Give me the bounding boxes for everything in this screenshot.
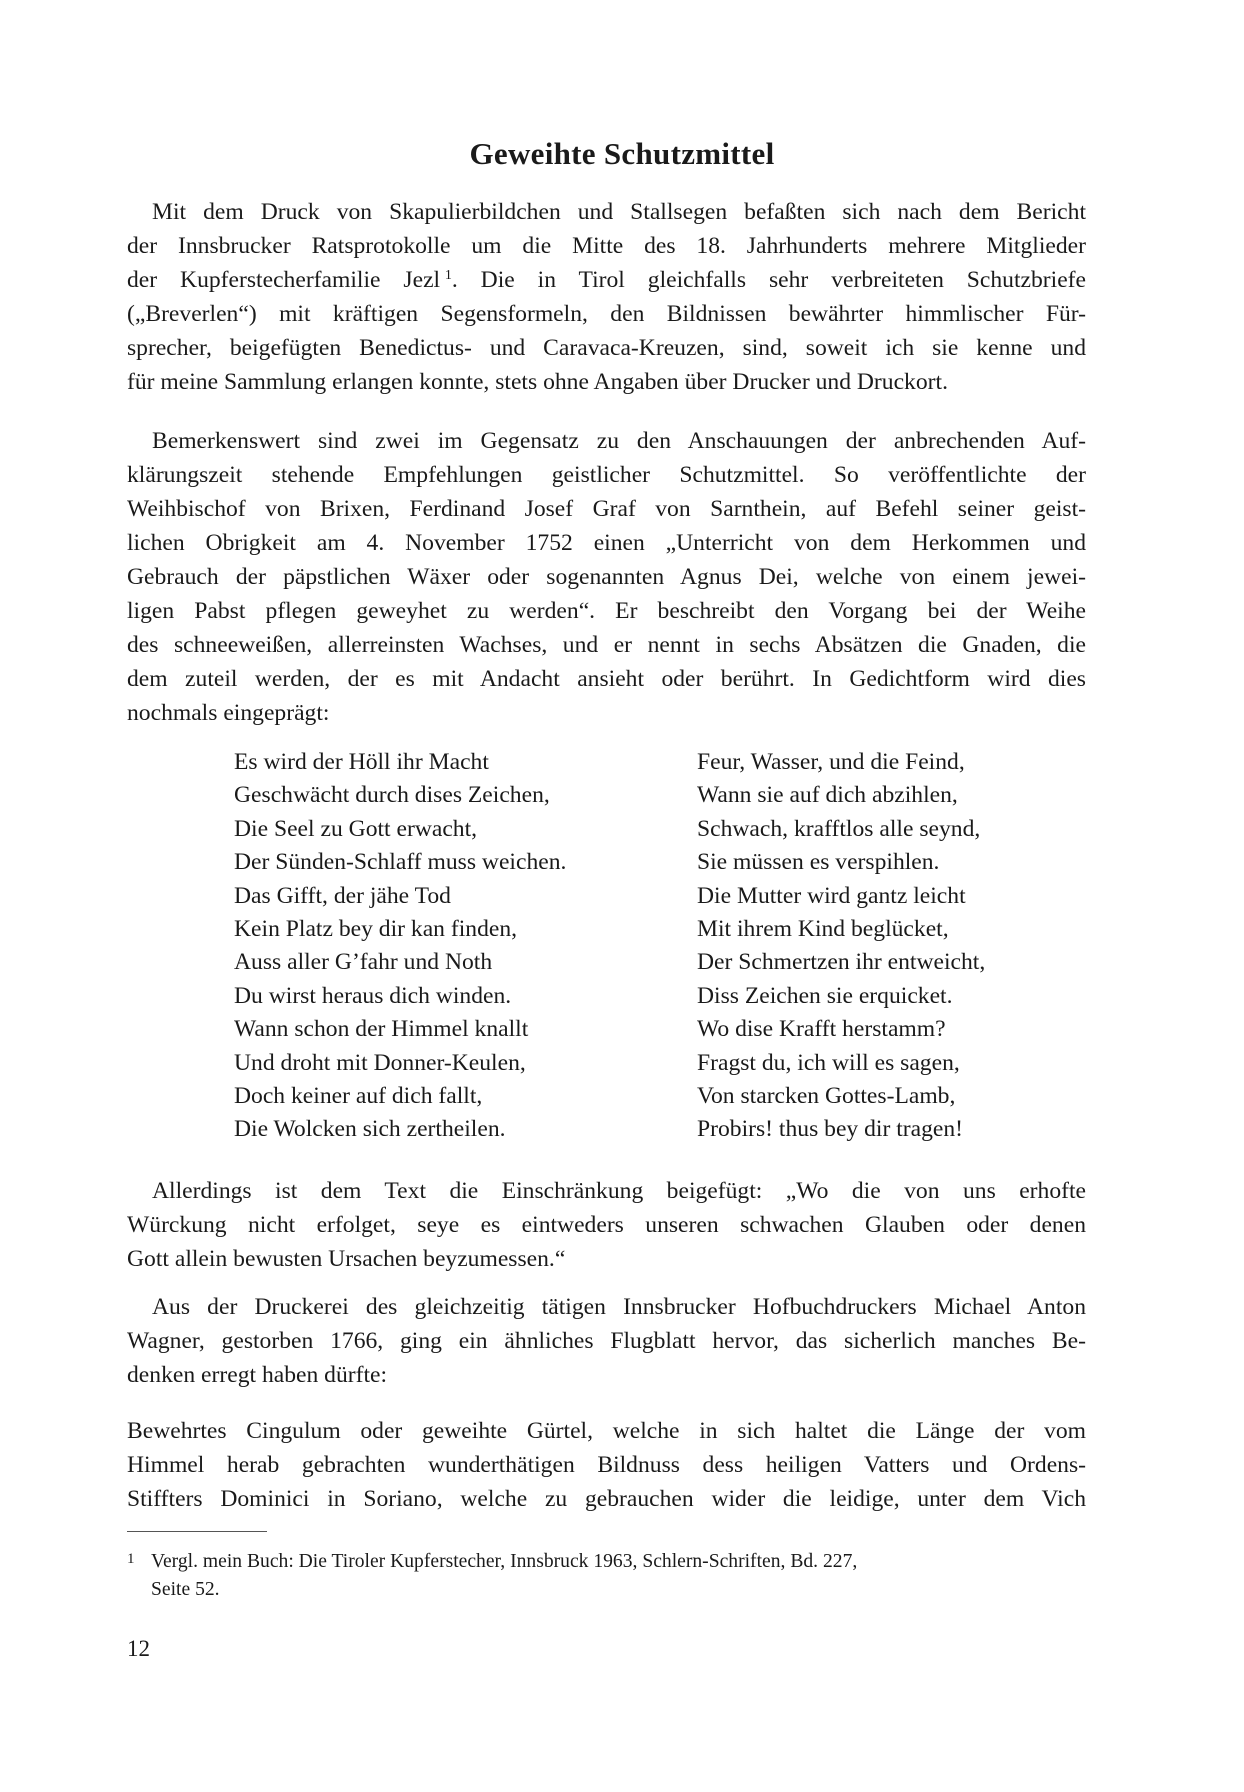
text-line: Himmel herab gebrachten wunderthätigen Bildnuss dess heiligen Vatters und Ordens- [127,1452,1086,1478]
paragraph-2 [127,424,1086,730]
text-line: der Innsbrucker Ratsprotokolle um die Mitte des 18. Jahrhunderts mehrere Mitglieder [127,233,1086,259]
poem-column-right [697,746,985,1147]
quoted-text [127,1414,1086,1516]
text-line: Bewehrtes Cingulum oder geweihte Gürtel, welche in sich haltet die Länge der vom [127,1418,1086,1444]
page-number: 12 [127,1636,150,1661]
poem-verse: Wann sie auf dich abzihlen, [697,782,958,809]
paragraph-1 [127,195,1086,399]
poem-verse: Fragst du, ich will es sagen, [697,1049,960,1076]
footnote-line: Seite 52. [151,1579,220,1600]
poem-verse: Es wird der Höll ihr Macht [234,749,489,775]
poem-verse: Mit ihrem Kind beglücket, [697,916,949,943]
text-line: sprecher, beigefügten Benedictus- und Caravaca-Kreuzen, sind, soweit ich sie kenne und [127,335,1086,361]
poem-verse: Doch keiner auf dich fallt, [234,1083,483,1110]
poem-verse: Schwach, krafftlos alle seynd, [697,815,981,842]
text-line: ligen Pabst pflegen geweyhet zu werden“. Er beschreibt den Vorgang bei der Weihe [127,598,1086,624]
poem-verse: Du wirst heraus dich winden. [234,982,512,1009]
text-line: lichen Obrigkeit am 4. November 1752 einen „Unterricht von dem Herkommen und [127,530,1086,556]
text-line: nochmals eingeprägt: [127,700,330,726]
poem-verse: Der Sünden-Schlaff muss weichen. [234,849,567,876]
text-line: Allerdings ist dem Text die Einschränkung beigefügt: „Wo die von uns erhofte [152,1178,1086,1204]
poem-verse: Wo dise Krafft herstamm? [697,1016,946,1043]
text-line: Gebrauch der päpstlichen Wäxer oder sogenannten Agnus Dei, welche von einem jewei- [127,564,1086,590]
poem-verse: Geschwächt durch dises Zeichen, [234,782,550,809]
poem-column-left [234,746,566,1147]
footnote [127,1545,1086,1604]
text-line: Würckung nicht erfolget, seye es eintweders unseren schwachen Glauben oder denen [127,1212,1086,1238]
footnote-line: 1 Vergl. mein Buch: Die Tiroler Kupferstecher, Innsbruck 1963, Schlern-Schriften, Bd. 227, [127,1545,1086,1576]
poem-verse: Sie müssen es verspihlen. [697,849,940,876]
paragraph-4 [127,1290,1086,1392]
poem-verse: Von starcken Gottes-Lamb, [697,1083,956,1110]
text-line: denken erregt haben dürfte: [127,1362,388,1388]
poem-verse: Diss Zeichen sie erquicket. [697,982,953,1009]
page-title: Geweihte Schutzmittel [469,136,775,171]
poem-verse: Feur, Wasser, und die Feind, [697,749,965,775]
text-line: („Breverlen“) mit kräftigen Segensformeln, den Bildnissen bewährter himmlischer Für- [127,301,1086,327]
poem-verse: Und droht mit Donner-Keulen, [234,1049,526,1076]
poem-verse: Die Seel zu Gott erwacht, [234,815,478,842]
text-line: Aus der Druckerei des gleichzeitig tätigen Innsbrucker Hofbuchdruckers Michael Anton [152,1294,1086,1320]
poem-verse: Wann schon der Himmel knallt [234,1016,529,1043]
footnote-mark: 1 [127,1551,135,1567]
text-line: des schneeweißen, allerreinsten Wachses, und er nennt in sechs Absätzen die Gnaden, die [127,632,1086,658]
text-line: der Kupferstecherfamilie Jezl $^1$. Die in Tirol gleichfalls sehr verbreiteten Schutzbriefe [127,267,1087,293]
text-line: Gott allein bewusten Ursachen beyzumessen.“ [127,1246,566,1272]
footnote-ref: 1 [444,268,452,283]
text-line: klärungszeit stehende Empfehlungen geistlicher Schutzmittel. So veröffentlichte der [127,462,1086,488]
text-line: Mit dem Druck von Skapulierbildchen und Stallsegen befaßten sich nach dem Bericht [152,199,1086,225]
poem-verse: Die Wolcken sich zertheilen. [234,1116,506,1143]
text-line: Bemerkenswert sind zwei im Gegensatz zu den Anschauungen der anbrechenden Auf- [152,428,1086,454]
poem-verse: Auss aller G’fahr und Noth [234,949,493,976]
text-line: Wagner, gestorben 1766, ging ein ähnliches Flugblatt hervor, das sicherlich manches Be- [127,1328,1086,1354]
text-line: Stiffters Dominici in Soriano, welche zu gebrauchen wider die leidige, unter dem Vich [127,1486,1086,1512]
poem-verse: Probirs! thus bey dir tragen! [697,1116,964,1143]
footnote-divider [127,1531,267,1532]
text-line: Weihbischof von Brixen, Ferdinand Josef Graf von Sarnthein, auf Befehl seiner geist- [127,496,1086,522]
poem-verse: Der Schmertzen ihr entweicht, [697,949,986,976]
text-line: dem zuteil werden, der es mit Andacht ansieht oder berührt. In Gedichtform wird dies [127,666,1086,692]
text-line: für meine Sammlung erlangen konnte, stets ohne Angaben über Drucker und Druckort. [127,369,948,395]
poem-verse: Das Gifft, der jähe Tod [234,882,451,909]
paragraph-3 [127,1174,1086,1276]
poem-verse: Die Mutter wird gantz leicht [697,882,966,909]
poem-verse: Kein Platz bey dir kan finden, [234,916,518,943]
